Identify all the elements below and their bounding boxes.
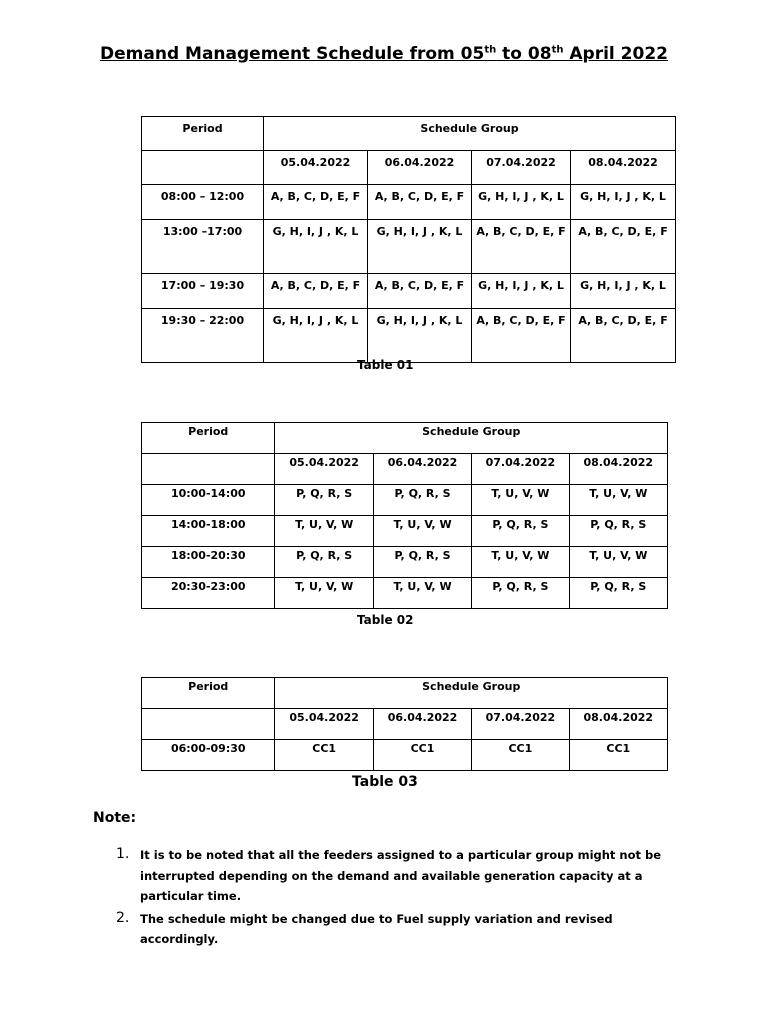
schedule-table-1 — [141, 116, 676, 363]
group-cell: G, H, I, J , K, L — [571, 274, 676, 309]
notes-list — [116, 845, 686, 952]
note-text: The schedule might be changed due to Fuel supply variation and revised accordingly. — [140, 911, 613, 946]
empty-cell — [142, 151, 264, 185]
date-cell: 07.04.2022 — [472, 709, 569, 740]
note-item — [116, 845, 686, 907]
title-part-3: April 2022 — [563, 44, 668, 64]
group-cell: A, B, C, D, E, F — [368, 274, 472, 309]
title-part-1: Demand Management Schedule from 05 — [100, 44, 485, 64]
group-cell: A, B, C, D, E, F — [571, 309, 676, 363]
date-cell: 05.04.2022 — [275, 709, 373, 740]
date-cell: 08.04.2022 — [571, 151, 676, 185]
group-cell: A, B, C, D, E, F — [571, 220, 676, 274]
group-cell: T, U, V, W — [275, 578, 373, 609]
date-cell: 06.04.2022 — [373, 454, 471, 485]
table-caption-3: Table 03 — [352, 774, 418, 790]
table-header-row — [142, 678, 668, 709]
group-cell: T, U, V, W — [373, 516, 471, 547]
group-cell: P, Q, R, S — [569, 516, 667, 547]
period-cell: 14:00-18:00 — [142, 516, 275, 547]
note-item — [116, 909, 686, 950]
empty-cell — [142, 454, 275, 485]
page-title — [0, 44, 768, 64]
table-row — [142, 274, 676, 309]
group-cell: G, H, I, J , K, L — [368, 220, 472, 274]
table-row — [142, 516, 668, 547]
title-sup-1: th — [484, 44, 497, 56]
group-cell: CC1 — [373, 740, 471, 771]
table-caption-2: Table 02 — [357, 613, 414, 627]
group-cell: CC1 — [569, 740, 667, 771]
date-cell: 05.04.2022 — [264, 151, 368, 185]
empty-cell — [142, 709, 275, 740]
table-caption-1: Table 01 — [357, 358, 414, 372]
group-cell: CC1 — [472, 740, 569, 771]
date-cell: 08.04.2022 — [569, 454, 667, 485]
group-cell: A, B, C, D, E, F — [472, 309, 571, 363]
note-heading: Note: — [93, 810, 137, 826]
date-cell: 07.04.2022 — [472, 454, 569, 485]
period-header: Period — [142, 117, 264, 151]
table-row — [142, 220, 676, 274]
table-row — [142, 740, 668, 771]
date-header-row — [142, 709, 668, 740]
date-cell: 06.04.2022 — [368, 151, 472, 185]
title-sup-2: th — [551, 44, 564, 56]
period-cell: 19:30 – 22:00 — [142, 309, 264, 363]
group-cell: P, Q, R, S — [373, 485, 471, 516]
schedule-table-2 — [141, 422, 668, 609]
group-cell: G, H, I, J , K, L — [368, 309, 472, 363]
group-cell: G, H, I, J , K, L — [264, 309, 368, 363]
period-header: Period — [142, 423, 275, 454]
group-cell: P, Q, R, S — [275, 547, 373, 578]
group-cell: G, H, I, J , K, L — [264, 220, 368, 274]
period-cell: 17:00 – 19:30 — [142, 274, 264, 309]
group-cell: CC1 — [275, 740, 373, 771]
group-cell: A, B, C, D, E, F — [264, 185, 368, 220]
schedule-group-header: Schedule Group — [275, 678, 668, 709]
group-cell: A, B, C, D, E, F — [264, 274, 368, 309]
group-cell: G, H, I, J , K, L — [472, 274, 571, 309]
schedule-group-header: Schedule Group — [264, 117, 676, 151]
group-cell: P, Q, R, S — [569, 578, 667, 609]
group-cell: T, U, V, W — [373, 578, 471, 609]
date-cell: 06.04.2022 — [373, 709, 471, 740]
period-cell: 10:00-14:00 — [142, 485, 275, 516]
period-header: Period — [142, 678, 275, 709]
group-cell: T, U, V, W — [472, 485, 569, 516]
note-number: 1. — [116, 846, 130, 862]
date-cell: 05.04.2022 — [275, 454, 373, 485]
table-row — [142, 547, 668, 578]
period-cell: 13:00 –17:00 — [142, 220, 264, 274]
table-header-row — [142, 117, 676, 151]
note-text: It is to be noted that all the feeders assigned to a particular group might not be interrupted depending on the demand and available generation capacity at a particular time. — [140, 848, 662, 903]
date-cell: 08.04.2022 — [569, 709, 667, 740]
title-part-2: to 08 — [496, 44, 552, 64]
group-cell: P, Q, R, S — [275, 485, 373, 516]
period-cell: 20:30-23:00 — [142, 578, 275, 609]
date-cell: 07.04.2022 — [472, 151, 571, 185]
group-cell: P, Q, R, S — [472, 578, 569, 609]
group-cell: T, U, V, W — [472, 547, 569, 578]
group-cell: T, U, V, W — [569, 547, 667, 578]
period-cell: 18:00-20:30 — [142, 547, 275, 578]
group-cell: G, H, I, J , K, L — [571, 185, 676, 220]
table-row — [142, 309, 676, 363]
group-cell: P, Q, R, S — [373, 547, 471, 578]
period-cell: 08:00 – 12:00 — [142, 185, 264, 220]
group-cell: A, B, C, D, E, F — [472, 220, 571, 274]
schedule-table-3 — [141, 677, 668, 771]
table-header-row — [142, 423, 668, 454]
group-cell: A, B, C, D, E, F — [368, 185, 472, 220]
table-row — [142, 485, 668, 516]
group-cell: G, H, I, J , K, L — [472, 185, 571, 220]
schedule-group-header: Schedule Group — [275, 423, 668, 454]
table-row — [142, 185, 676, 220]
group-cell: T, U, V, W — [275, 516, 373, 547]
group-cell: T, U, V, W — [569, 485, 667, 516]
date-header-row — [142, 454, 668, 485]
group-cell: P, Q, R, S — [472, 516, 569, 547]
period-cell: 06:00-09:30 — [142, 740, 275, 771]
date-header-row — [142, 151, 676, 185]
note-number: 2. — [116, 909, 130, 926]
table-row — [142, 578, 668, 609]
